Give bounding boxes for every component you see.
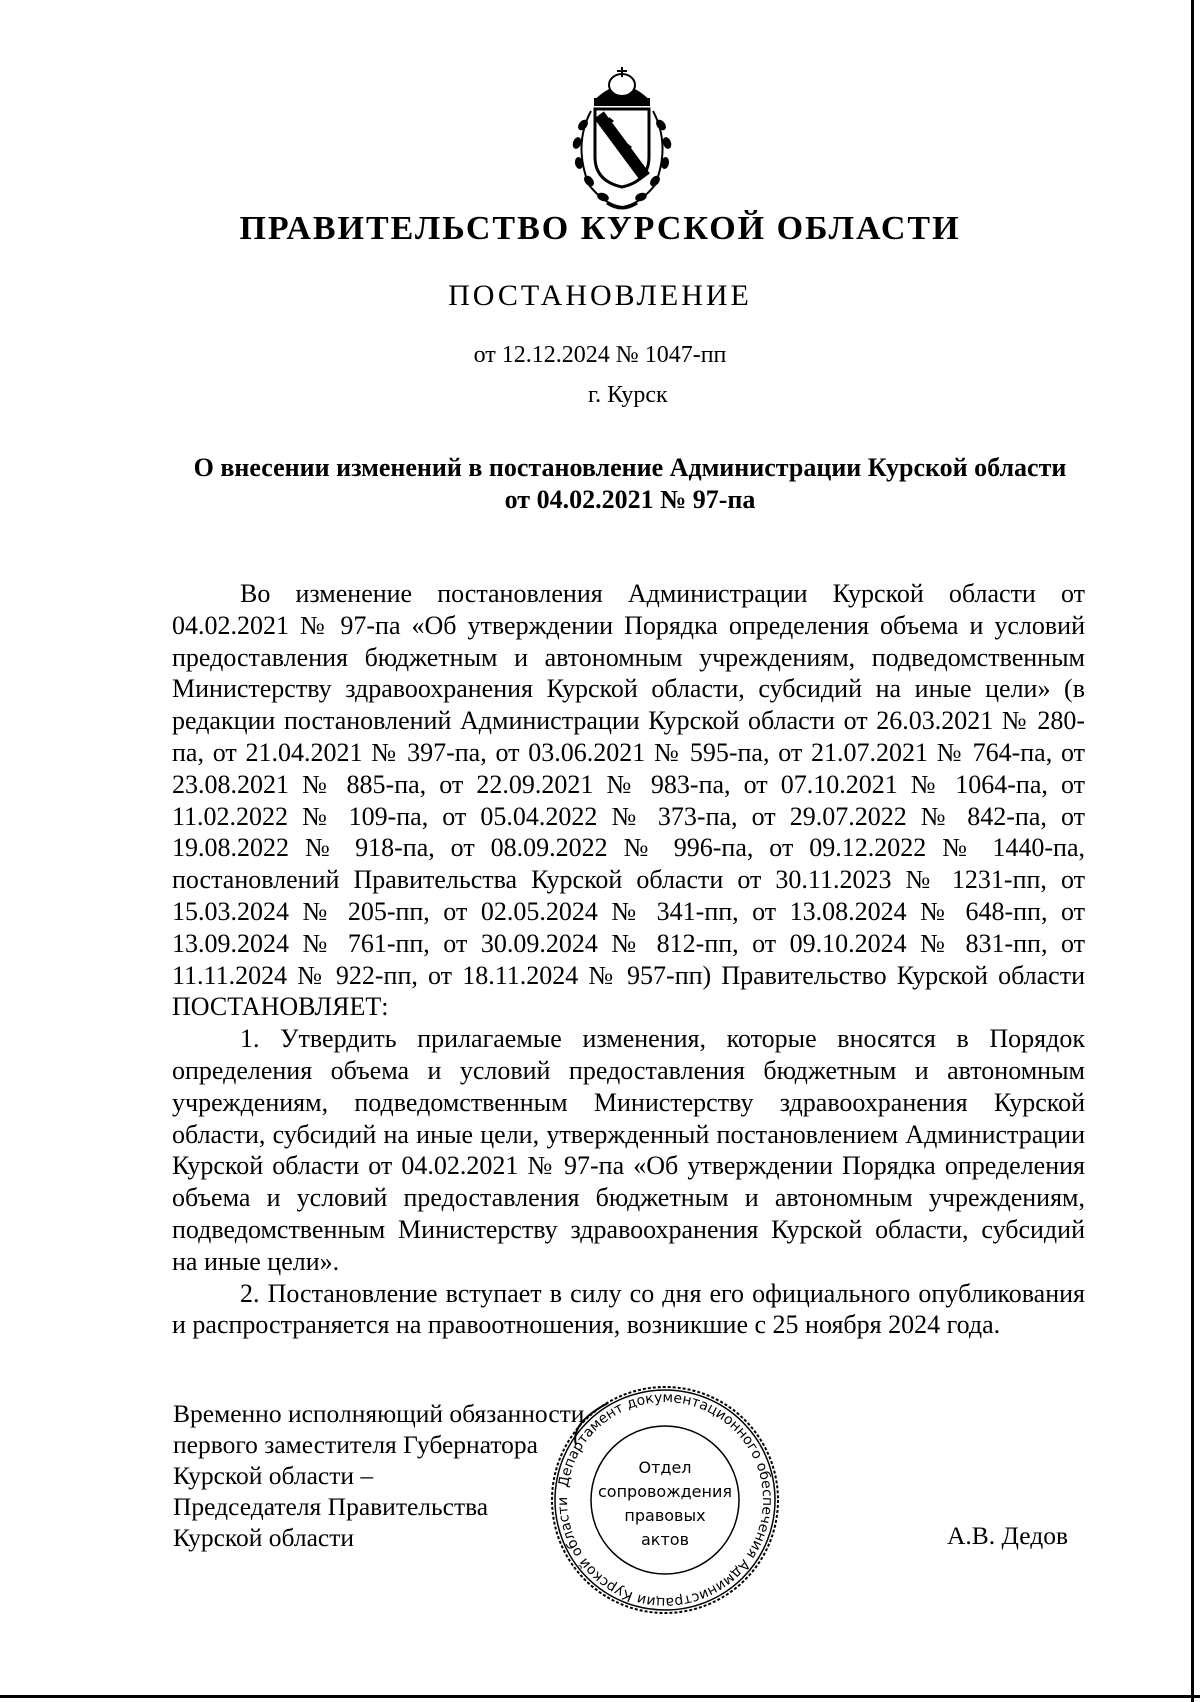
stamp-inner-line: Отдел: [638, 1458, 692, 1477]
stamp-inner-line: сопровождения: [597, 1482, 733, 1501]
government-title: ПРАВИТЕЛЬСТВО КУРСКОЙ ОБЛАСТИ: [239, 210, 961, 247]
document-city: г. Курск: [588, 382, 668, 408]
preamble-paragraph: Во изменение постановления Администрации Курской области от 04.02.2021 № 97-па «Об утверждении Порядка определения объема и условий предоставления бюджетным и автономным учреждениям, подведомственным Министерству здравоохранения Курской области, субсидий на иные цели» (в редакции постановлений Администрации Курской области от 26.03.2021 № 280-па, от 21.04.2021 № 397-па, от 03.06.2021 № 595-па, от 21.07.2021 № 764-па, от 23.08.2021 № 885-па, от 22.09.2021 № 983-па, от 07.10.2021 № 1064-па, от 11.02.2022 № 109-па, от 05.04.2022 № 373-па, от 29.07.2022 № 842-па, от 19.08.2022 № 918-па, от 08.09.2022 № 996-па, от 09.12.2022 № 1440-па, постановлений Правительства Курской области от 30.11.2023 № 1231-пп, от 15.03.2024 № 205-пп, от 02.05.2024 № 341-пп, от 13.08.2024 № 648-пп, от 13.09.2024 № 761-пп, от 30.09.2024 № 812-пп, от 09.10.2024 № 831-пп, от 11.11.2024 № 922-пп, от 18.11.2024 № 957-пп) Правительство Курской области ПОСТАНОВЛЯЕТ:: [172, 579, 1085, 1022]
document-subject: [170, 452, 1090, 516]
document-body: [172, 578, 1085, 1341]
subject-line-2: от 04.02.2021 № 97-па: [504, 485, 756, 514]
signer-position-line: первого заместителя Губернатора: [173, 1430, 538, 1459]
stamp-inner-line: правовых: [624, 1506, 706, 1525]
signer-position-line: Временно исполняющий обязанности: [173, 1399, 585, 1428]
signer-position-line: Курской области: [173, 1523, 355, 1552]
scan-right-border: [1191, 0, 1194, 1702]
signer-position-line: Курской области –: [173, 1461, 374, 1490]
item-1-paragraph: 1. Утвердить прилагаемые изменения, которые вносятся в Порядок определения объема и условий предоставления бюджетным и автономным учреждениям, подведомственным Министерству здравоохранения Курской области, субсидий на иные цели, утвержденный постановлением Администрации Курской области от 04.02.2021 № 97-па «Об утверждении Порядка определения объема и условий предоставления бюджетным и автономным учреждениям, подведомственным Министерству здравоохранения Курской области, субсидий на иные цели».: [172, 1024, 1085, 1276]
signer-position: [173, 1398, 593, 1553]
kursk-coat-of-arms-icon: [565, 65, 679, 215]
document-date-number: от 12.12.2024 № 1047-пп: [473, 342, 727, 368]
scan-bottom-border: [0, 1695, 1200, 1698]
official-stamp-icon: [548, 1383, 782, 1617]
subject-line-1: О внесении изменений в постановление Администрации Курской области: [193, 453, 1067, 482]
signer-name: А.В. Дедов: [947, 1521, 1069, 1550]
stamp-inner-line: актов: [640, 1530, 690, 1549]
signer-position-line: Председателя Правительства: [173, 1492, 489, 1521]
item-2-paragraph: 2. Постановление вступает в силу со дня его официального опубликования и распространяется на правоотношения, возникшие с 25 ноября 2024 года.: [172, 1278, 1085, 1340]
stamp-outer-text: Департамент документационного обеспечения Администрации Курской области: [554, 1389, 776, 1611]
document-type: ПОСТАНОВЛЕНИЕ: [448, 279, 752, 312]
